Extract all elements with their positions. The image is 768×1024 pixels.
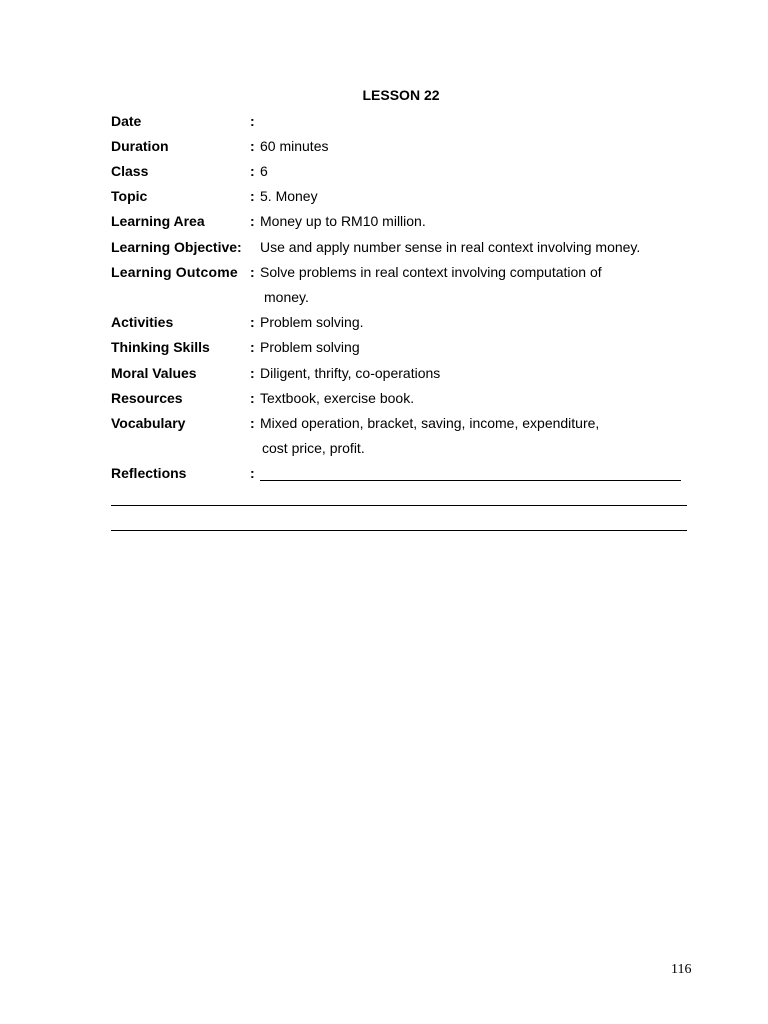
reflections-writing-line[interactable] bbox=[111, 505, 687, 506]
field-value-activities: Problem solving. bbox=[260, 314, 364, 330]
page-number: 116 bbox=[671, 962, 692, 977]
field-colon: : bbox=[250, 188, 255, 204]
field-label-duration: Duration bbox=[111, 138, 169, 154]
field-value-duration: 60 minutes bbox=[260, 138, 329, 154]
field-colon: : bbox=[250, 213, 255, 229]
field-value-class: 6 bbox=[260, 163, 268, 179]
field-label-learning-area: Learning Area bbox=[111, 213, 205, 229]
reflections-writing-line[interactable] bbox=[111, 530, 687, 531]
field-value-moral-values: Diligent, thrifty, co-operations bbox=[260, 365, 441, 381]
reflections-writing-line[interactable] bbox=[260, 480, 681, 481]
field-value-learning-outcome-line2: money. bbox=[264, 289, 309, 305]
field-value-vocabulary-line1: Mixed operation, bracket, saving, income, expenditure, bbox=[260, 415, 600, 431]
field-value-vocabulary-line2: cost price, profit. bbox=[262, 440, 365, 456]
field-colon: : bbox=[250, 415, 255, 431]
field-label-reflections: Reflections bbox=[111, 465, 187, 481]
field-label-learning-objective: Learning Objective: bbox=[111, 239, 242, 255]
field-value-resources: Textbook, exercise book. bbox=[260, 390, 415, 406]
field-colon: : bbox=[250, 314, 255, 330]
field-label-learning-outcome: Learning Outcome bbox=[111, 264, 238, 280]
field-colon: : bbox=[250, 465, 255, 481]
field-label-class: Class bbox=[111, 163, 149, 179]
field-label-thinking-skills: Thinking Skills bbox=[111, 339, 210, 355]
field-label-vocabulary: Vocabulary bbox=[111, 415, 186, 431]
field-colon: : bbox=[250, 264, 255, 280]
field-label-topic: Topic bbox=[111, 188, 148, 204]
field-label-resources: Resources bbox=[111, 390, 183, 406]
field-colon: : bbox=[250, 138, 255, 154]
lesson-title: LESSON 22 bbox=[362, 87, 440, 103]
field-value-learning-outcome-line1: Solve problems in real context involving computation of bbox=[260, 264, 602, 280]
field-value-learning-area: Money up to RM10 million. bbox=[260, 213, 426, 229]
field-colon: : bbox=[250, 113, 255, 129]
field-colon: : bbox=[250, 163, 255, 179]
field-label-activities: Activities bbox=[111, 314, 174, 330]
field-value-thinking-skills: Problem solving bbox=[260, 339, 360, 355]
field-value-topic: 5. Money bbox=[260, 188, 318, 204]
field-value-learning-objective: Use and apply number sense in real context involving money. bbox=[260, 239, 641, 255]
field-colon: : bbox=[250, 365, 255, 381]
field-colon: : bbox=[250, 390, 255, 406]
field-label-date: Date bbox=[111, 113, 142, 129]
field-label-moral-values: Moral Values bbox=[111, 365, 197, 381]
field-colon: : bbox=[250, 339, 255, 355]
